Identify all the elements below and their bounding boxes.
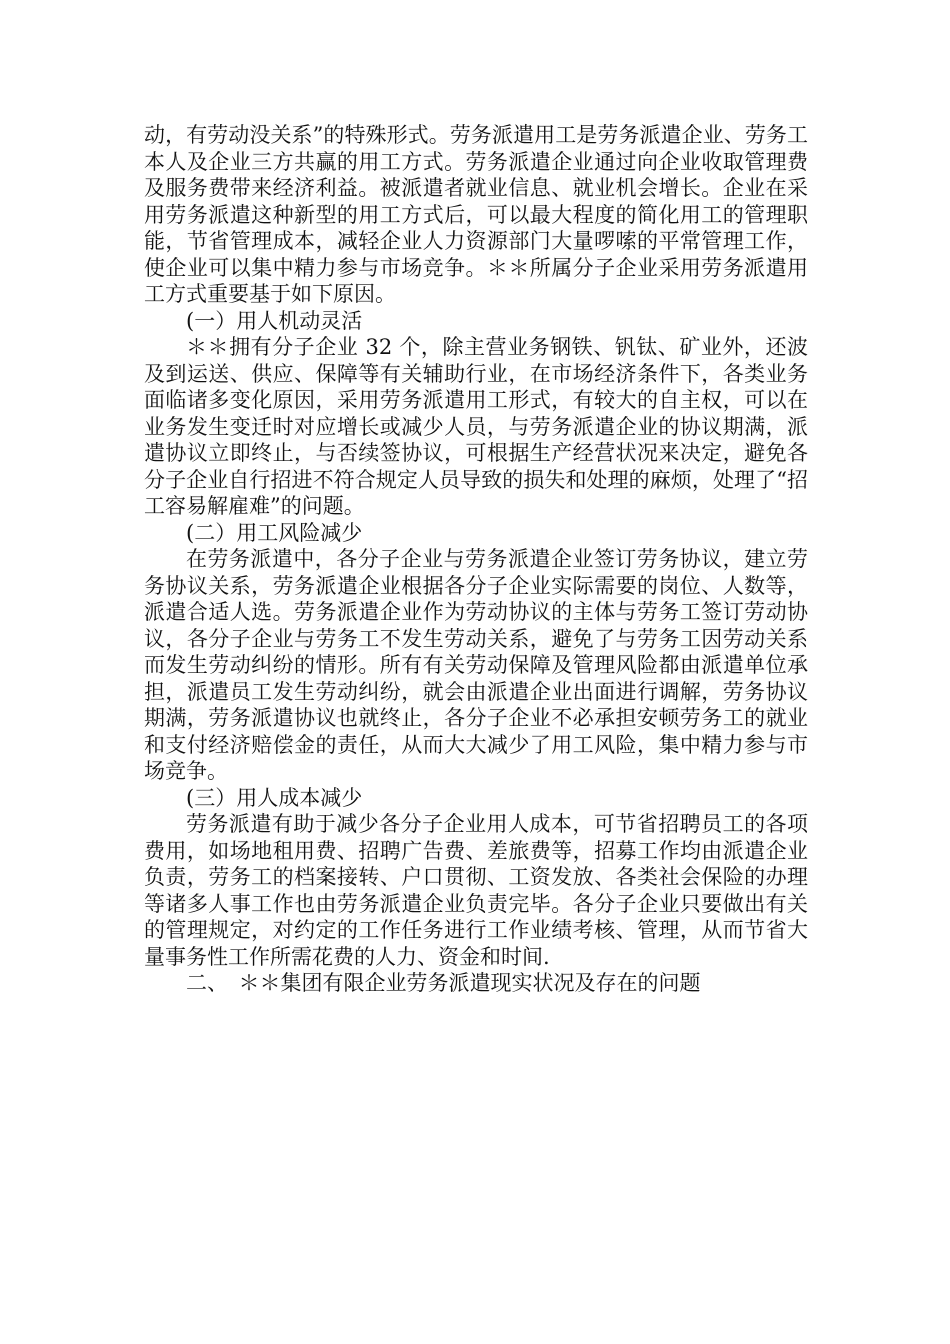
section-heading-reduced-risk: (二）用工风险减少 <box>186 520 363 545</box>
document-body <box>144 122 808 997</box>
section-heading-flexible-staffing: (一）用人机动灵活 <box>186 308 363 333</box>
paragraph-flexible-staffing: ＊＊拥有分子企业 32 个，除主营业务钢铁、钒钛、矿业外，还波及到运送、供应、保障等有关辅助行业，在市场经济条件下，各类业务面临诸多变化原因，采用劳务派遣用工形式，有较大的自主权，可以在业务发生变迁时对应增长或减少人员，与劳务派遣企业的协议期满，派遣协议立即终止，与否续签协议，可根据生产经营状况来决定，避免各分子企业自行招进不符合规定人员导致的损失和处理的麻烦，处理了“招工容易解雇难”的问题。 <box>144 335 808 518</box>
section-heading-reduced-cost: (三）用人成本减少 <box>186 785 363 810</box>
paragraph-reduced-risk: 在劳务派遣中，各分子企业与劳务派遣企业签订劳务协议，建立劳务协议关系，劳务派遣企业根据各分子企业实际需要的岗位、人数等，派遣合适人选。劳务派遣企业作为劳动协议的主体与劳务工签订劳动协议，各分子企业与劳务工不发生劳动关系，避免了与劳务工因劳动关系而发生劳动纠纷的情形。所有有关劳动保障及管理风险都由派遣单位承担，派遣员工发生劳动纠纷，就会由派遣企业出面进行调解，劳务协议期满，劳务派遣协议也就终止，各分子企业不必承担安顿劳务工的就业和支付经济赔偿金的责任，从而大大减少了用工风险，集中精力参与市场竞争。 <box>144 547 808 783</box>
chapter-heading-current-status: 二、 ＊＊集团有限企业劳务派遣现实状况及存在的问题 <box>186 971 701 995</box>
paragraph-intro-continued: 动，有劳动没关系”的特殊形式。劳务派遣用工是劳务派遣企业、劳务工本人及企业三方共赢的用工方式。劳务派遣企业通过向企业收取管理费及服务费带来经济利益。被派遣者就业信息、就业机会增长。企业在采用劳务派遣这种新型的用工方式后，可以最大程度的简化用工的管理职能，节省管理成本，减轻企业人力资源部门大量啰嗦的平常管理工作，使企业可以集中精力参与市场竞争。＊＊所属分子企业采用劳务派遣用工方式重要基于如下原因。 <box>144 123 808 306</box>
paragraph-reduced-cost: 劳务派遣有助于减少各分子企业用人成本，可节省招聘员工的各项费用，如场地租用费、招聘广告费、差旅费等，招募工作均由派遣企业负责，劳务工的档案接转、户口贯彻、工资发放、各类社会保险的办理等诸多人事工作也由劳务派遣企业负责完毕。各分子企业只要做出有关的管理规定，对约定的工作任务进行工作业绩考核、管理，从而节省大量事务性工作所需花费的人力、资金和时间. <box>144 812 808 969</box>
